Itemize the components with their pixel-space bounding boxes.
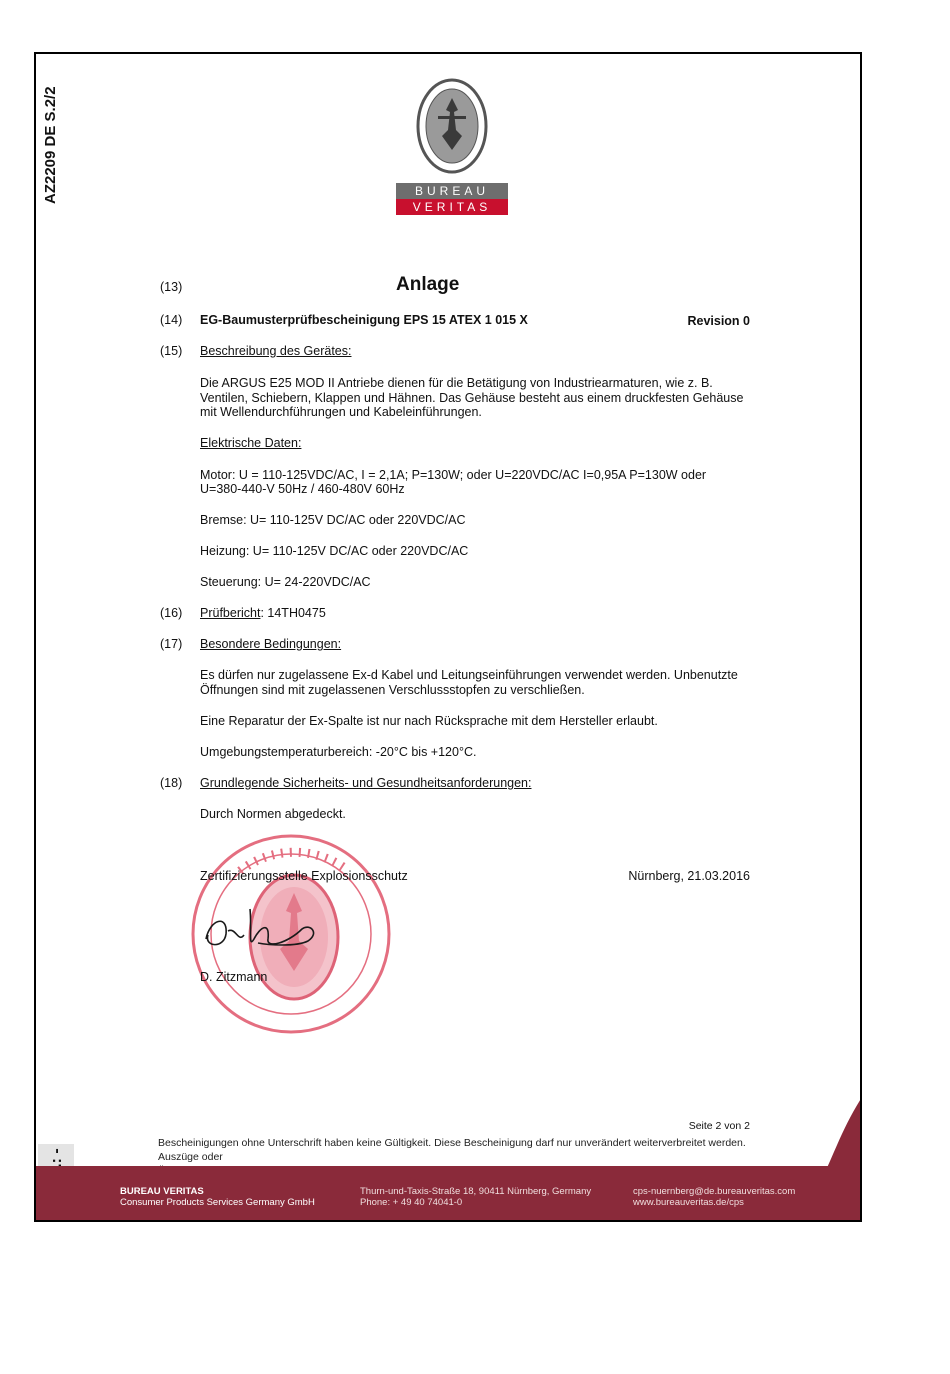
footer-company-name: BUREAU VERITAS — [120, 1186, 204, 1197]
special-conditions-heading: Besondere Bedingungen: — [200, 637, 342, 651]
control-data: Steuerung: U= 24-220VDC/AC — [200, 575, 371, 589]
footer-company — [120, 1186, 315, 1208]
description-line-3: mit Wellendurchführungen und Kabeleinführungen. — [200, 405, 482, 419]
logo-veritas-bar: VERITAS — [396, 199, 508, 215]
heater-data: Heizung: U= 110-125V DC/AC oder 220VDC/AC — [200, 544, 469, 558]
section-number-14: (14) — [160, 313, 183, 327]
test-report-label: Prüfbericht — [200, 606, 261, 620]
place-and-date: Nürnberg, 21.03.2016 — [628, 869, 750, 883]
seal-icon — [396, 76, 508, 176]
footer-web: www.bureauveritas.de/cps — [633, 1197, 744, 1208]
footer-street: Thurn-und-Taxis-Straße 18, 90411 Nürnberg, Germany — [360, 1186, 592, 1197]
section-number-18: (18) — [160, 776, 183, 790]
electrical-data-heading: Elektrische Daten: — [200, 436, 302, 450]
section-number-16: (16) — [160, 606, 183, 620]
certification-body: Zertifizierungsstelle Explosionsschutz — [200, 869, 408, 883]
document-page — [34, 52, 862, 1222]
safety-requirements-heading: Grundlegende Sicherheits- und Gesundheitsanforderungen: — [200, 776, 532, 790]
document-code: AZ2209 DE S.2/2 — [42, 86, 59, 204]
signature-icon — [198, 899, 328, 959]
certificate-title: EG-Baumusterprüfbescheinigung EPS 15 ATEX 1 015 X — [200, 313, 528, 327]
bureau-veritas-logo — [396, 76, 508, 215]
section-number-15: (15) — [160, 344, 183, 358]
footer-curve — [804, 1094, 862, 1174]
repair-condition: Eine Reparatur der Ex-Spalte ist nur nach Rücksprache mit dem Hersteller erlaubt. — [200, 714, 658, 728]
footer-email: cps-nuernberg@de.bureauveritas.com — [633, 1186, 796, 1197]
description-line-2: Ventilen, Schiebern, Klappen und Hähnen. Das Gehäuse besteht aus einem druckfesten Gehäuse — [200, 391, 744, 405]
footer-company-sub: Consumer Products Services Germany GmbH — [120, 1197, 315, 1208]
section-number-17: (17) — [160, 637, 183, 651]
motor-line-1: Motor: U = 110-125VDC/AC, I = 2,1A; P=130W; oder U=220VDC/AC I=0,95A P=130W oder — [200, 468, 707, 482]
footer-address — [360, 1186, 591, 1208]
footer-phone: Phone: + 49 40 74041-0 — [360, 1197, 463, 1208]
standards-covered: Durch Normen abgedeckt. — [200, 807, 346, 821]
brake-data: Bremse: U= 110-125V DC/AC oder 220VDC/AC — [200, 513, 466, 527]
page-number: Seite 2 von 2 — [688, 1120, 750, 1132]
footer-contact — [633, 1186, 795, 1208]
footer-band — [36, 1166, 862, 1222]
conditions-line-1: Es dürfen nur zugelassene Ex-d Kabel und Leitungseinführungen verwendet werden. Unbenutzte — [200, 668, 738, 682]
validity-notice-line-1: Bescheinigungen ohne Unterschrift haben keine Gültigkeit. Diese Bescheinigung darf nur unverändert weiterverbreitet werden. Auszüge oder — [158, 1137, 746, 1163]
description-line-1: Die ARGUS E25 MOD II Antriebe dienen für die Betätigung von Industriearmaturen, wie z. B. — [200, 376, 713, 390]
ambient-temperature: Umgebungstemperaturbereich: -20°C bis +120°C. — [200, 745, 477, 759]
motor-line-2: U=380-440-V 50Hz / 460-480V 60Hz — [200, 482, 405, 496]
section-number-13: (13) — [160, 280, 183, 294]
conditions-line-2: Öffnungen sind mit zugelassenen Verschlussstopfen zu verschließen. — [200, 683, 585, 697]
test-report-value: : 14TH0475 — [260, 606, 326, 620]
page-title: Anlage — [396, 274, 460, 295]
test-report — [200, 606, 326, 621]
revision-text: Revision 0 — [687, 314, 750, 328]
signatory-name: D. Zitzmann — [200, 970, 268, 984]
device-description-heading: Beschreibung des Gerätes: — [200, 344, 352, 358]
logo-bureau-bar: BUREAU — [396, 183, 508, 199]
